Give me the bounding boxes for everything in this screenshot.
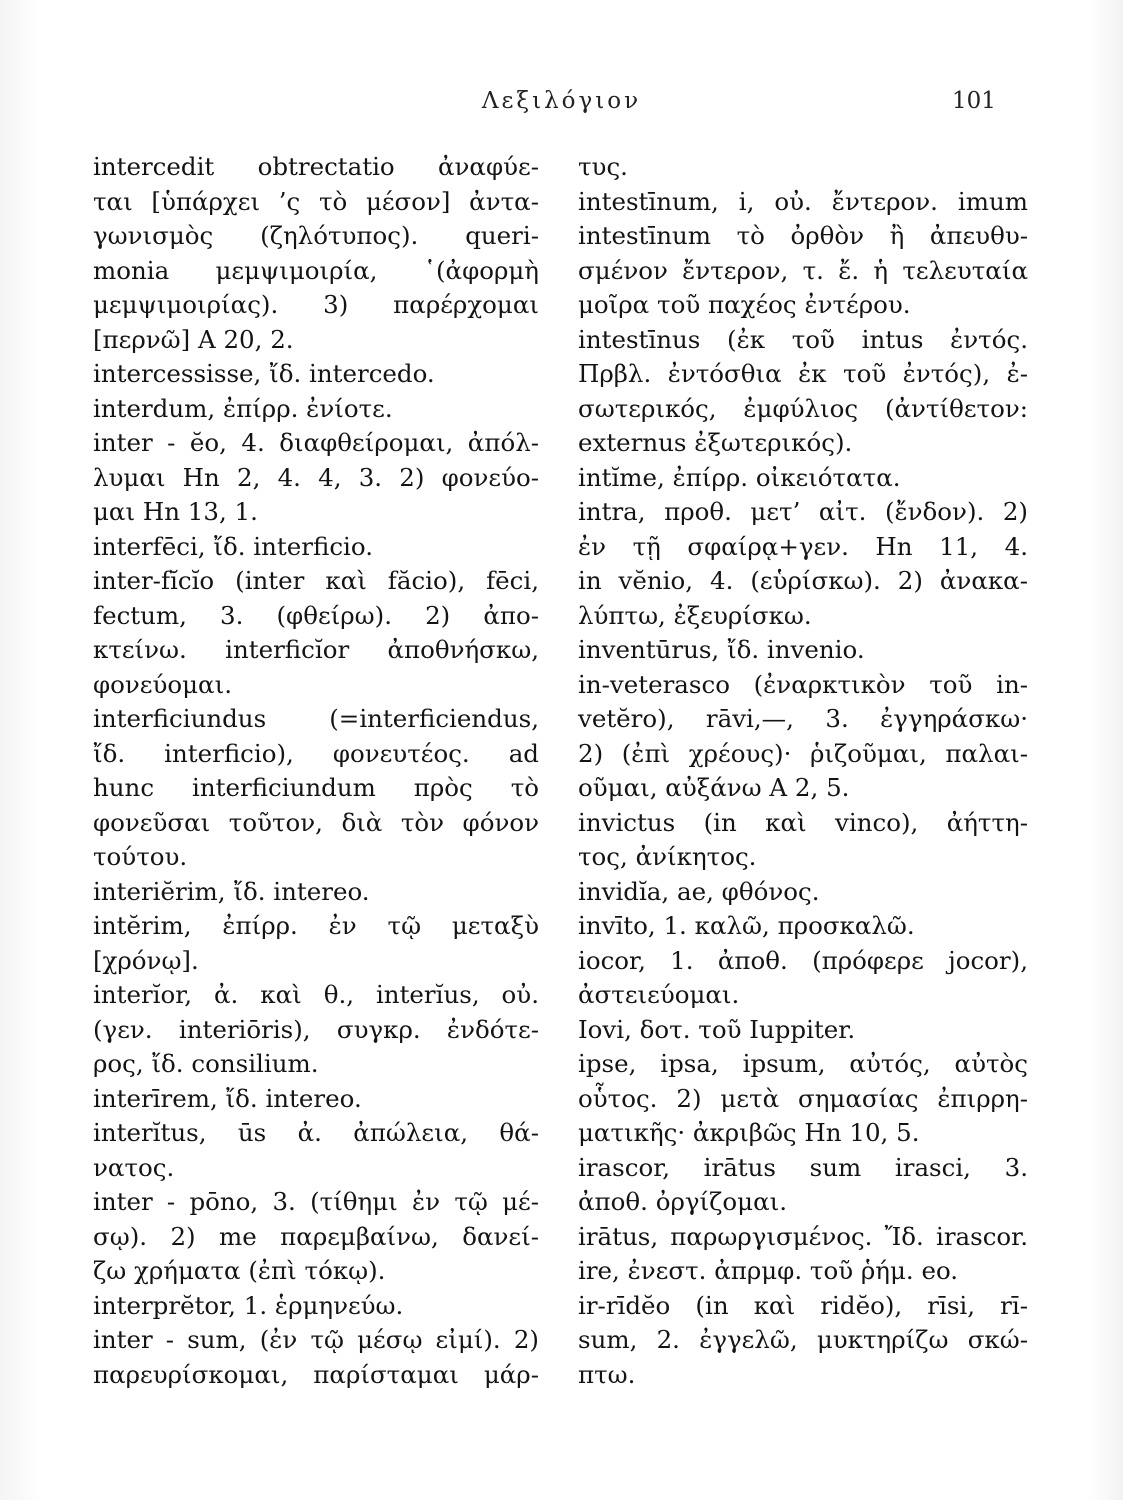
- text-line: νατος.: [93, 1152, 175, 1182]
- text-line: λύπτω, ἐξευρίσκω.: [578, 600, 812, 630]
- text-line: ρος, ἴδ. consilium.: [93, 1049, 319, 1078]
- text-line: κτείνω. interficĭor ἀποθνήσκω,: [93, 635, 539, 664]
- text-line: [περνῶ] Α 20, 2.: [93, 324, 294, 354]
- text-line: inter-fĭcĭo (inter καὶ făcio), fēci,: [93, 566, 539, 595]
- text-line: (γεν. interiōris), συγκρ. ἐνδότε-: [93, 1014, 539, 1044]
- text-line: σμένον ἔντερον, τ. ἔ. ἡ τελευταία: [578, 255, 1028, 285]
- text-line: interīrem, ἴδ. intereo.: [93, 1083, 362, 1113]
- text-line: πτω.: [578, 1359, 636, 1389]
- text-line: τούτου.: [93, 842, 188, 871]
- text-line: intercessisse, ἴδ. intercedo.: [93, 359, 435, 388]
- text-line: intestīnum, i, οὐ. ἔντερον. imum: [578, 186, 1028, 216]
- text-line: φονεύομαι.: [93, 669, 232, 699]
- text-line: hunc interficiundum πρὸς τὸ: [93, 773, 539, 802]
- text-line: intestīnum τὸ ὀρθὸν ἢ ἀπευθυ-: [578, 221, 1028, 250]
- text-line: interfēci, ἴδ. interficio.: [93, 531, 373, 561]
- text-line: intĭme, ἐπίρρ. οἰκειότατα.: [578, 462, 901, 492]
- text-line: interiĕrim, ἴδ. intereo.: [93, 876, 370, 906]
- text-line: invīto, 1. καλῶ, προσκαλῶ.: [578, 911, 915, 940]
- text-line: intĕrim, ἐπίρρ. ἐν τῷ μεταξὺ: [93, 911, 539, 940]
- text-line: iocor, 1. ἀποθ. (πρόφερε jocor),: [578, 945, 1028, 975]
- text-line: 2) (ἐπὶ χρέους)· ῥιζοῦμαι, παλαι-: [578, 738, 1028, 768]
- text-line: interprĕtor, 1. ἑρμηνεύω.: [93, 1290, 404, 1320]
- text-line: invidĭa, ae, φθόνος.: [578, 876, 820, 906]
- text-line: τος, ἀνίκητος.: [578, 842, 757, 871]
- running-header-title: Λεξιλόγιον: [481, 88, 642, 114]
- text-line: φονεῦσαι τοῦτον, διὰ τὸν φόνον: [93, 807, 539, 837]
- left-column: [93, 150, 539, 1392]
- text-line: ipse, ipsa, ipsum, αὐτός, αὐτὸς: [578, 1049, 1028, 1078]
- text-line: irascor, irātus sum irasci, 3.: [578, 1152, 1028, 1182]
- text-line: inter - sum, (ἐν τῷ μέσῳ εἰμί). 2): [93, 1325, 539, 1354]
- text-line: οὗτος. 2) μετὰ σημασίας ἐπιρρη-: [578, 1083, 1028, 1113]
- text-line: ἀστειεύομαι.: [578, 980, 740, 1009]
- text-line: in vĕnio, 4. (εὑρίσκω). 2) ἀνακα-: [578, 566, 1028, 595]
- text-line: interdum, ἐπίρρ. ἐνίοτε.: [93, 393, 393, 423]
- text-line: ἐν τῇ σφαίρᾳ+γεν. Ηn 11, 4.: [578, 531, 1028, 561]
- text-line: ἴδ. interficio), φονευτέος. ad: [93, 738, 539, 768]
- text-line: invictus (in καὶ vinco), ἀήττη-: [578, 807, 1028, 837]
- text-line: [χρόνῳ].: [93, 945, 199, 975]
- text-line: λυμαι Ηn 2, 4. 4, 3. 2) φονεύο-: [93, 462, 539, 492]
- text-line: παρευρίσκομαι, παρίσταμαι μάρ-: [93, 1359, 539, 1389]
- page-number: 101: [952, 88, 996, 114]
- text-line: ἀποθ. ὀργίζομαι.: [578, 1187, 788, 1216]
- text-line: γωνισμὸς (ζηλότυπος). queri-: [93, 221, 539, 250]
- text-line: inter - ĕo, 4. διαφθείρομαι, ἀπόλ-: [93, 428, 539, 457]
- text-line: σωτερικός, ἐμφύλιος (ἀντίθετον:: [578, 393, 1028, 423]
- text-line: intercedit obtrectatio ἀναφύε-: [93, 152, 539, 181]
- text-line: Πρβλ. ἐντόσθια ἐκ τοῦ ἐντός), ἐ-: [578, 359, 1028, 388]
- text-line: fectum, 3. (φθείρω). 2) ἀπο-: [93, 600, 539, 630]
- text-line: σῳ). 2) me παρεμβαίνω, δανεί-: [93, 1221, 539, 1251]
- text-line: monia μεμψιμοιρία, ῾(ἀφορμὴ: [93, 255, 539, 285]
- text-line: inventūrus, ἴδ. invenio.: [578, 635, 865, 664]
- text-line: in-veterasco (ἐναρκτικὸν τοῦ in-: [578, 669, 1028, 699]
- text-line: vetĕro), rāvi,—, 3. ἐγγηράσκω·: [578, 704, 1028, 733]
- text-line: externus ἐξωτερικός).: [578, 428, 853, 457]
- text-line: τυς.: [578, 152, 628, 181]
- text-line: ire, ἐνεστ. ἀπρμφ. τοῦ ῥήμ. eo.: [578, 1256, 959, 1285]
- text-line: intra, προθ. μετ’ αἰτ. (ἔνδον). 2): [578, 497, 1028, 526]
- text-line: ται [ὑπάρχει ’ς τὸ μέσον] ἀντα-: [93, 186, 539, 216]
- text-line: ir-rīdĕo (in καὶ ridĕo), rīsi, rī-: [578, 1290, 1028, 1320]
- text-line: irātus, παρωργισμένος. Ἴδ. irascor.: [578, 1221, 1028, 1251]
- text-line: interĭor, ἀ. καὶ θ., interĭus, οὐ.: [93, 980, 539, 1009]
- right-column: [578, 150, 1028, 1392]
- text-line: intestīnus (ἐκ τοῦ intus ἐντός.: [578, 324, 1028, 354]
- text-line: sum, 2. ἐγγελῶ, μυκτηρίζω σκώ-: [578, 1325, 1028, 1354]
- text-line: interficiundus (=interficiendus,: [93, 704, 539, 733]
- text-line: inter - pōno, 3. (τίθημι ἐν τῷ μέ-: [93, 1187, 539, 1216]
- text-line: μεμψιμοιρίας). 3) παρέρχομαι: [93, 290, 539, 319]
- text-line: μαι Ηn 13, 1.: [93, 497, 258, 526]
- text-line: Iovi, δοτ. τοῦ Iuppiter.: [578, 1014, 856, 1044]
- text-line: οῦμαι, αὐξάνω Α 2, 5.: [578, 773, 850, 802]
- text-line: μοῖρα τοῦ παχέος ἐντέρου.: [578, 290, 911, 319]
- text-line: interĭtus, ūs ἀ. ἀπώλεια, θά-: [93, 1118, 539, 1147]
- text-line: ματικῆς· ἀκριβῶς Ηn 10, 5.: [578, 1118, 920, 1147]
- text-line: ζω χρήματα (ἐπὶ τόκῳ).: [93, 1256, 386, 1285]
